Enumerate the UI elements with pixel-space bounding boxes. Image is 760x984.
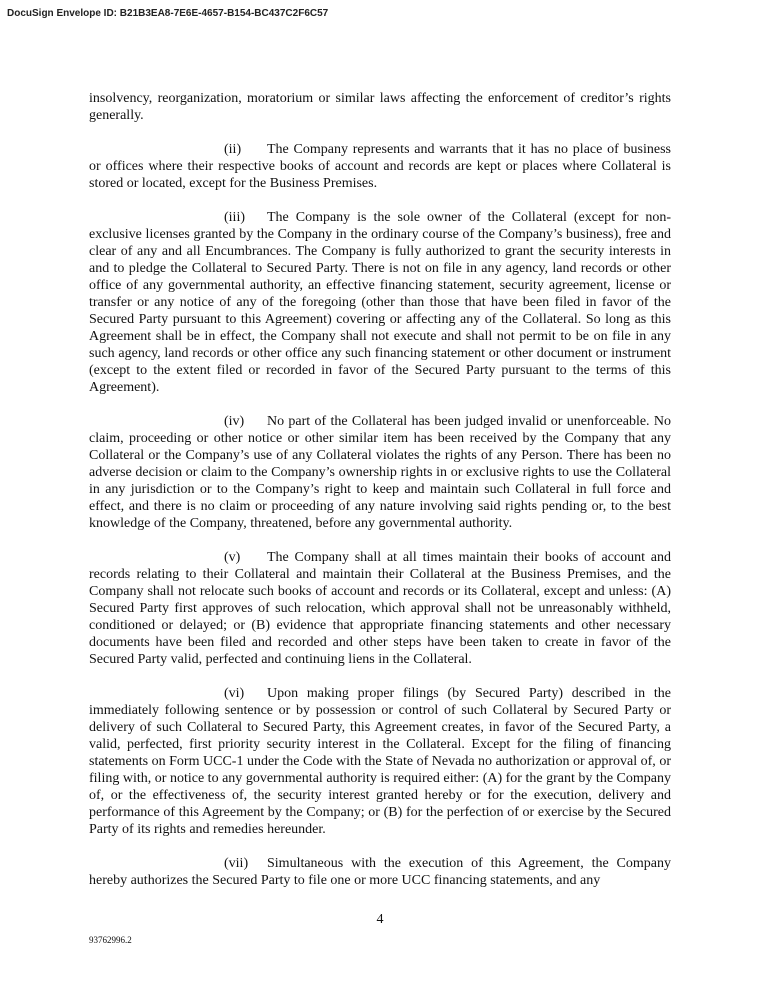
paragraph-vii [89, 855, 671, 889]
paragraph-vi [89, 685, 671, 838]
paragraph-iii [89, 209, 671, 396]
paragraph-text: The Company shall at all times maintain their books of account and records relating to their Collateral and maintain their Collateral at the Business Premises, and the Company shall not relocate such books of account and records or its Collateral, except and unless: (A) Secured Party first approves of such relocation, which approval shall not be unreasonably withheld, conditioned or delayed; or (B) evidence that appropriate financing statements and other necessary documents have been filed and recorded and other steps have been taken to create in favor of the Secured Party valid, perfected and continuing liens in the Collateral. [89, 550, 671, 667]
document-body [89, 90, 671, 906]
paragraph-v [89, 549, 671, 668]
paragraph-ii [89, 141, 671, 192]
paragraph-number: (vii) [224, 856, 249, 871]
paragraph-text: Simultaneous with the execution of this Agreement, the Company hereby authorizes the Secured Party to file one or more UCC financing statements, and any [89, 856, 671, 888]
page-number: 4 [376, 912, 384, 927]
paragraph-number: (vi) [224, 686, 245, 701]
paragraph-text: The Company represents and warrants that it has no place of business or offices where their respective books of account and records are kept or places where Collateral is stored or located, except for the Business Premises. [89, 142, 671, 191]
paragraph-number: (ii) [224, 142, 242, 157]
paragraph-number: (iv) [224, 414, 245, 429]
document-id: 93762996.2 [89, 935, 132, 945]
paragraph-text: The Company is the sole owner of the Collateral (except for non-exclusive licenses granted by the Company in the ordinary course of the Company’s business), free and clear of any and all Encumbrances. The Company is fully authorized to grant the security interests in and to pledge the Collateral to Secured Party. There is not on file in any agency, land records or other office of any governmental authority, an effective financing statement, security agreement, license or transfer or any notice of any of the foregoing (other than those that have been filed in favor of the Secured Party pursuant to this Agreement) covering or affecting any of the Collateral. So long as this Agreement shall be in effect, the Company shall not execute and shall not permit to be on file in any such agency, land records or other office any such financing statement or other document or instrument (except to the extent filed or recorded in favor of the Secured Party pursuant to the terms of this Agreement). [89, 210, 671, 395]
envelope-id: DocuSign Envelope ID: B21B3EA8-7E6E-4657-B154-BC437C2F6C57 [7, 8, 329, 19]
paragraph-text: No part of the Collateral has been judged invalid or unenforceable. No claim, proceeding or other notice or other similar item has been received by the Company that any Collateral or the Company’s use of any Collateral violates the rights of any Person. There has been no adverse decision or claim to the Company’s ownership rights in or exclusive rights to use the Collateral in any jurisdiction or to the Company’s right to keep and maintain such Collateral in full force and effect, and there is no claim or proceeding of any nature involving said rights pending or, to the best knowledge of the Company, threatened, before any governmental authority. [89, 414, 671, 531]
paragraph-number: (iii) [224, 210, 245, 225]
paragraph-iv [89, 413, 671, 532]
paragraph-number: (v) [224, 550, 241, 565]
continuation-text: insolvency, reorganization, moratorium or similar laws affecting the enforcement of creditor’s rights generally. [89, 91, 671, 123]
paragraph-text: Upon making proper filings (by Secured Party) described in the immediately following sentence or by possession or control of such Collateral by Secured Party or delivery of such Collateral to Secured Party, this Agreement creates, in favor of the Secured Party, a valid, perfected, first priority security interest in the Collateral. Except for the filing of financing statements on Form UCC-1 under the Code with the State of Nevada no authorization or approval of, or filing with, or notice to any governmental authority is required either: (A) for the grant by the Company of, or the effectiveness of, the security interest granted hereby or for the execution, delivery and performance of this Agreement by the Company; or (B) for the perfection of or exercise by the Secured Party of its rights and remedies hereunder. [89, 686, 671, 837]
